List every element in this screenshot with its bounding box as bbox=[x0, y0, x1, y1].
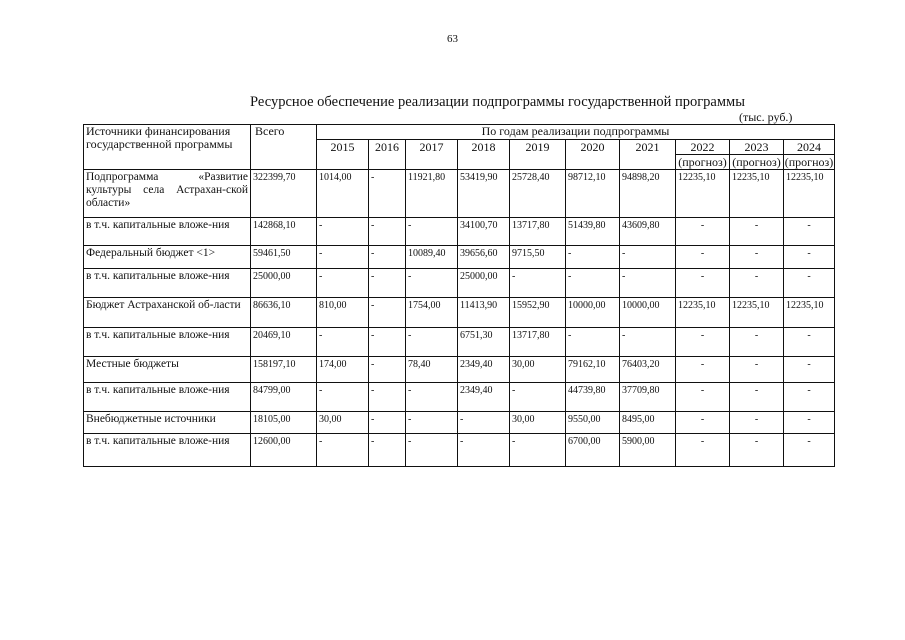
header-year-0: 2015 bbox=[317, 140, 369, 170]
row-value: 6751,30 bbox=[458, 328, 510, 357]
row-value: 30,00 bbox=[510, 412, 566, 434]
row-value: - bbox=[784, 218, 835, 246]
row-value: - bbox=[620, 328, 676, 357]
row-value: - bbox=[784, 357, 835, 383]
row-value: - bbox=[730, 269, 784, 298]
row-value: 43609,80 bbox=[620, 218, 676, 246]
row-value: 78,40 bbox=[406, 357, 458, 383]
row-value: - bbox=[676, 218, 730, 246]
row-value: 34100,70 bbox=[458, 218, 510, 246]
row-value: - bbox=[620, 269, 676, 298]
row-value: - bbox=[369, 298, 406, 328]
table-row bbox=[84, 412, 835, 434]
table-row bbox=[84, 434, 835, 467]
row-value: 79162,10 bbox=[566, 357, 620, 383]
row-value: - bbox=[676, 269, 730, 298]
row-value: 13717,80 bbox=[510, 328, 566, 357]
row-value: - bbox=[730, 383, 784, 412]
row-value: - bbox=[406, 383, 458, 412]
row-value: 10089,40 bbox=[406, 246, 458, 269]
row-value: 6700,00 bbox=[566, 434, 620, 467]
row-value: - bbox=[566, 246, 620, 269]
row-value: - bbox=[676, 412, 730, 434]
row-value: 1754,00 bbox=[406, 298, 458, 328]
header-by-years: По годам реализации подпрограммы bbox=[317, 125, 835, 140]
row-value: - bbox=[317, 383, 369, 412]
row-value: 11921,80 bbox=[406, 170, 458, 218]
row-value: - bbox=[784, 383, 835, 412]
row-total: 25000,00 bbox=[251, 269, 317, 298]
row-value: - bbox=[676, 328, 730, 357]
row-value: - bbox=[369, 434, 406, 467]
row-value: 37709,80 bbox=[620, 383, 676, 412]
header-year-note-8: (прогноз) bbox=[730, 155, 784, 170]
header-year-2: 2017 bbox=[406, 140, 458, 170]
row-value: 9715,50 bbox=[510, 246, 566, 269]
document-title: Ресурсное обеспечение реализации подпрограммы государственной программы bbox=[250, 94, 745, 110]
row-value: 76403,20 bbox=[620, 357, 676, 383]
row-source: Бюджет Астраханской об-ласти bbox=[84, 298, 251, 328]
header-source: Источники финансирования государственной программы bbox=[84, 125, 251, 170]
row-value: 12235,10 bbox=[730, 298, 784, 328]
row-value: 9550,00 bbox=[566, 412, 620, 434]
row-total: 59461,50 bbox=[251, 246, 317, 269]
header-year-7: 2022 bbox=[676, 140, 730, 155]
funding-table bbox=[83, 124, 835, 467]
row-value: - bbox=[317, 269, 369, 298]
table-body bbox=[84, 125, 835, 467]
row-value: 12235,10 bbox=[784, 170, 835, 218]
row-value: 12235,10 bbox=[730, 170, 784, 218]
row-value: - bbox=[317, 328, 369, 357]
row-value: 30,00 bbox=[317, 412, 369, 434]
row-value: - bbox=[784, 328, 835, 357]
row-total: 322399,70 bbox=[251, 170, 317, 218]
row-value: - bbox=[317, 218, 369, 246]
row-value: - bbox=[458, 434, 510, 467]
row-value: 11413,90 bbox=[458, 298, 510, 328]
table-row bbox=[84, 170, 835, 218]
row-value: - bbox=[784, 412, 835, 434]
row-value: - bbox=[510, 269, 566, 298]
row-value: 44739,80 bbox=[566, 383, 620, 412]
row-value: - bbox=[566, 269, 620, 298]
unit-label: (тыс. руб.) bbox=[739, 110, 793, 124]
row-total: 12600,00 bbox=[251, 434, 317, 467]
row-value: - bbox=[676, 357, 730, 383]
row-value: - bbox=[676, 434, 730, 467]
row-value: 1014,00 bbox=[317, 170, 369, 218]
row-value: 5900,00 bbox=[620, 434, 676, 467]
row-value: - bbox=[730, 412, 784, 434]
row-value: 25000,00 bbox=[458, 269, 510, 298]
header-year-1: 2016 bbox=[369, 140, 406, 170]
row-value: 174,00 bbox=[317, 357, 369, 383]
row-total: 86636,10 bbox=[251, 298, 317, 328]
row-value: - bbox=[369, 218, 406, 246]
page-number: 63 bbox=[447, 33, 458, 45]
row-value: - bbox=[784, 269, 835, 298]
row-value: - bbox=[406, 269, 458, 298]
row-value: - bbox=[406, 412, 458, 434]
row-value: - bbox=[406, 434, 458, 467]
row-total: 18105,00 bbox=[251, 412, 317, 434]
row-total: 158197,10 bbox=[251, 357, 317, 383]
row-value: - bbox=[369, 170, 406, 218]
row-value: - bbox=[369, 328, 406, 357]
header-total: Всего bbox=[251, 125, 317, 170]
row-value: 53419,90 bbox=[458, 170, 510, 218]
row-value: 2349,40 bbox=[458, 357, 510, 383]
header-year-note-7: (прогноз) bbox=[676, 155, 730, 170]
row-value: - bbox=[730, 357, 784, 383]
row-value: - bbox=[510, 383, 566, 412]
row-source: Внебюджетные источники bbox=[84, 412, 251, 434]
header-year-9: 2024 bbox=[784, 140, 835, 155]
row-total: 84799,00 bbox=[251, 383, 317, 412]
row-value: - bbox=[730, 218, 784, 246]
row-value: 10000,00 bbox=[620, 298, 676, 328]
row-value: - bbox=[784, 434, 835, 467]
row-value: - bbox=[406, 218, 458, 246]
row-value: - bbox=[566, 328, 620, 357]
row-value: - bbox=[317, 246, 369, 269]
table-row bbox=[84, 246, 835, 269]
row-source: в т.ч. капитальные вложе-ния bbox=[84, 269, 251, 298]
row-source: в т.ч. капитальные вложе-ния bbox=[84, 218, 251, 246]
row-value: 12235,10 bbox=[676, 298, 730, 328]
row-value: - bbox=[730, 328, 784, 357]
table-row bbox=[84, 269, 835, 298]
row-source: Подпрограмма «Развитие культуры села Астрахан-ской области» bbox=[84, 170, 251, 218]
row-value: 10000,00 bbox=[566, 298, 620, 328]
row-source: в т.ч. капитальные вложе-ния bbox=[84, 383, 251, 412]
table-row bbox=[84, 383, 835, 412]
row-value: - bbox=[730, 434, 784, 467]
header-year-note-9: (прогноз) bbox=[784, 155, 834, 169]
table-row bbox=[84, 328, 835, 357]
row-value: - bbox=[369, 269, 406, 298]
row-source: Федеральный бюджет <1> bbox=[84, 246, 251, 269]
row-source: в т.ч. капитальные вложе-ния bbox=[84, 434, 251, 467]
row-value: - bbox=[510, 434, 566, 467]
row-total: 20469,10 bbox=[251, 328, 317, 357]
row-value: 51439,80 bbox=[566, 218, 620, 246]
row-value: - bbox=[676, 383, 730, 412]
header-year-8: 2023 bbox=[730, 140, 784, 155]
row-value: 12235,10 bbox=[676, 170, 730, 218]
row-value: 98712,10 bbox=[566, 170, 620, 218]
table-row bbox=[84, 218, 835, 246]
row-value: 30,00 bbox=[510, 357, 566, 383]
row-value: 25728,40 bbox=[510, 170, 566, 218]
row-value: 2349,40 bbox=[458, 383, 510, 412]
header-row bbox=[84, 125, 835, 140]
row-value: 39656,60 bbox=[458, 246, 510, 269]
row-value: 94898,20 bbox=[620, 170, 676, 218]
row-value: - bbox=[369, 383, 406, 412]
header-year-3: 2018 bbox=[458, 140, 510, 170]
row-value: - bbox=[458, 412, 510, 434]
row-value: - bbox=[369, 357, 406, 383]
row-value: - bbox=[784, 246, 835, 269]
row-value: 13717,80 bbox=[510, 218, 566, 246]
row-value: - bbox=[369, 246, 406, 269]
header-year-5: 2020 bbox=[566, 140, 620, 170]
row-source: в т.ч. капитальные вложе-ния bbox=[84, 328, 251, 357]
row-value: - bbox=[406, 328, 458, 357]
row-value: 810,00 bbox=[317, 298, 369, 328]
header-year-4: 2019 bbox=[510, 140, 566, 170]
row-value: - bbox=[369, 412, 406, 434]
header-year-6: 2021 bbox=[620, 140, 676, 170]
row-value: - bbox=[730, 246, 784, 269]
row-value: 8495,00 bbox=[620, 412, 676, 434]
row-value: 12235,10 bbox=[784, 298, 835, 328]
row-source: Местные бюджеты bbox=[84, 357, 251, 383]
row-value: 15952,90 bbox=[510, 298, 566, 328]
table-row bbox=[84, 298, 835, 328]
row-value: - bbox=[676, 246, 730, 269]
row-value: - bbox=[317, 434, 369, 467]
table-row bbox=[84, 357, 835, 383]
row-total: 142868,10 bbox=[251, 218, 317, 246]
row-value: - bbox=[620, 246, 676, 269]
